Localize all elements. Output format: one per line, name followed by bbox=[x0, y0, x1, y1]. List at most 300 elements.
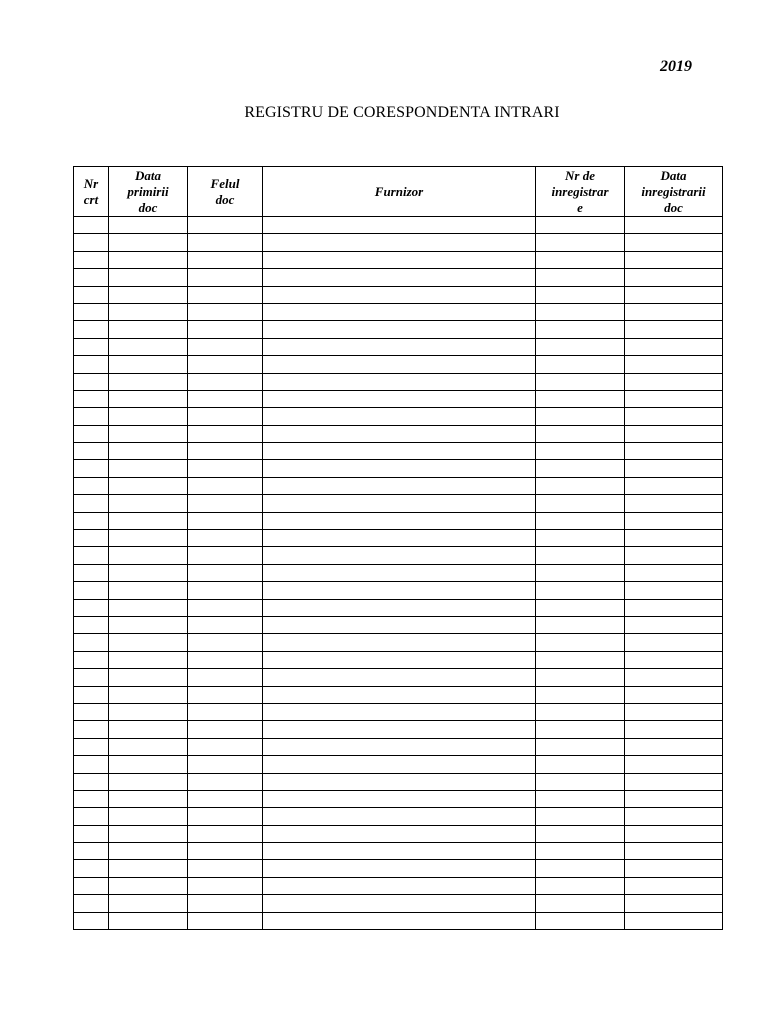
table-cell-felul bbox=[188, 303, 263, 320]
table-cell-data_inreg bbox=[625, 738, 723, 755]
table-cell-nr_inreg bbox=[536, 460, 625, 477]
table-cell-nr bbox=[74, 825, 109, 842]
table-row bbox=[74, 721, 723, 738]
table-cell-felul bbox=[188, 582, 263, 599]
table-cell-data_primirii bbox=[109, 651, 188, 668]
table-row bbox=[74, 495, 723, 512]
table-cell-felul bbox=[188, 234, 263, 251]
table-cell-nr bbox=[74, 738, 109, 755]
table-cell-data_inreg bbox=[625, 373, 723, 390]
table-row bbox=[74, 477, 723, 494]
table-cell-felul bbox=[188, 321, 263, 338]
table-cell-nr bbox=[74, 425, 109, 442]
table-cell-felul bbox=[188, 530, 263, 547]
header-line: Felul bbox=[210, 175, 240, 191]
table-cell-nr bbox=[74, 321, 109, 338]
table-cell-data_primirii bbox=[109, 773, 188, 790]
table-cell-furnizor bbox=[263, 356, 536, 373]
table-cell-data_primirii bbox=[109, 373, 188, 390]
table-cell-felul bbox=[188, 477, 263, 494]
table-cell-nr bbox=[74, 582, 109, 599]
table-row bbox=[74, 686, 723, 703]
table-cell-nr bbox=[74, 669, 109, 686]
table-cell-data_primirii bbox=[109, 477, 188, 494]
table-cell-data_inreg bbox=[625, 895, 723, 912]
table-cell-nr bbox=[74, 512, 109, 529]
table-cell-data_primirii bbox=[109, 356, 188, 373]
table-cell-data_primirii bbox=[109, 843, 188, 860]
table-cell-felul bbox=[188, 356, 263, 373]
table-cell-data_inreg bbox=[625, 390, 723, 407]
table-cell-nr bbox=[74, 373, 109, 390]
table-row bbox=[74, 338, 723, 355]
table-cell-data_primirii bbox=[109, 321, 188, 338]
table-cell-furnizor bbox=[263, 321, 536, 338]
table-cell-nr_inreg bbox=[536, 390, 625, 407]
table-cell-furnizor bbox=[263, 895, 536, 912]
table-cell-data_inreg bbox=[625, 808, 723, 825]
table-row bbox=[74, 912, 723, 929]
table-cell-data_inreg bbox=[625, 477, 723, 494]
table-cell-felul bbox=[188, 738, 263, 755]
table-cell-furnizor bbox=[263, 651, 536, 668]
table-cell-data_primirii bbox=[109, 703, 188, 720]
table-cell-furnizor bbox=[263, 512, 536, 529]
table-row bbox=[74, 547, 723, 564]
table-cell-furnizor bbox=[263, 303, 536, 320]
table-cell-furnizor bbox=[263, 217, 536, 234]
table-cell-nr_inreg bbox=[536, 825, 625, 842]
table-cell-felul bbox=[188, 564, 263, 581]
column-header-data-inregistrarii bbox=[625, 167, 723, 217]
table-cell-furnizor bbox=[263, 808, 536, 825]
table-cell-data_primirii bbox=[109, 408, 188, 425]
table-cell-data_inreg bbox=[625, 582, 723, 599]
table-cell-nr_inreg bbox=[536, 877, 625, 894]
table-cell-felul bbox=[188, 338, 263, 355]
column-header-nr-inregistrare bbox=[536, 167, 625, 217]
table-cell-nr bbox=[74, 877, 109, 894]
table-cell-data_primirii bbox=[109, 790, 188, 807]
table-row bbox=[74, 877, 723, 894]
table-cell-nr_inreg bbox=[536, 269, 625, 286]
table-cell-data_primirii bbox=[109, 599, 188, 616]
table-row bbox=[74, 738, 723, 755]
table-row bbox=[74, 530, 723, 547]
table-cell-nr bbox=[74, 338, 109, 355]
table-cell-data_inreg bbox=[625, 686, 723, 703]
table-cell-nr_inreg bbox=[536, 703, 625, 720]
table-cell-furnizor bbox=[263, 703, 536, 720]
table-cell-data_primirii bbox=[109, 512, 188, 529]
table-cell-data_inreg bbox=[625, 773, 723, 790]
table-cell-nr_inreg bbox=[536, 425, 625, 442]
table-cell-felul bbox=[188, 495, 263, 512]
table-cell-felul bbox=[188, 912, 263, 929]
table-cell-felul bbox=[188, 634, 263, 651]
table-cell-furnizor bbox=[263, 408, 536, 425]
table-cell-furnizor bbox=[263, 443, 536, 460]
table-cell-nr_inreg bbox=[536, 843, 625, 860]
table-cell-nr_inreg bbox=[536, 895, 625, 912]
table-cell-nr bbox=[74, 217, 109, 234]
table-cell-nr bbox=[74, 721, 109, 738]
table-cell-data_inreg bbox=[625, 321, 723, 338]
table-cell-nr_inreg bbox=[536, 234, 625, 251]
table-cell-nr_inreg bbox=[536, 512, 625, 529]
table-cell-data_inreg bbox=[625, 425, 723, 442]
table-cell-data_inreg bbox=[625, 616, 723, 633]
table-cell-felul bbox=[188, 251, 263, 268]
table-row bbox=[74, 408, 723, 425]
table-cell-nr bbox=[74, 895, 109, 912]
table-cell-data_inreg bbox=[625, 460, 723, 477]
table-cell-nr_inreg bbox=[536, 408, 625, 425]
table-cell-data_inreg bbox=[625, 338, 723, 355]
header-line: Furnizor bbox=[374, 183, 424, 199]
table-cell-felul bbox=[188, 616, 263, 633]
table-cell-nr bbox=[74, 564, 109, 581]
table-cell-data_inreg bbox=[625, 790, 723, 807]
table-cell-nr_inreg bbox=[536, 286, 625, 303]
table-row bbox=[74, 790, 723, 807]
table-cell-data_primirii bbox=[109, 443, 188, 460]
table-cell-data_inreg bbox=[625, 512, 723, 529]
register-table bbox=[73, 166, 723, 930]
table-cell-data_primirii bbox=[109, 564, 188, 581]
table-cell-data_primirii bbox=[109, 738, 188, 755]
table-row bbox=[74, 669, 723, 686]
table-cell-data_inreg bbox=[625, 217, 723, 234]
table-cell-data_inreg bbox=[625, 530, 723, 547]
table-cell-nr bbox=[74, 634, 109, 651]
table-row bbox=[74, 251, 723, 268]
column-header-felul-doc bbox=[188, 167, 263, 217]
table-row bbox=[74, 512, 723, 529]
table-cell-data_inreg bbox=[625, 356, 723, 373]
table-cell-nr bbox=[74, 530, 109, 547]
table-cell-felul bbox=[188, 773, 263, 790]
table-cell-data_primirii bbox=[109, 721, 188, 738]
table-header-row bbox=[74, 167, 723, 217]
table-cell-data_primirii bbox=[109, 895, 188, 912]
table-cell-nr bbox=[74, 234, 109, 251]
table-cell-nr bbox=[74, 408, 109, 425]
table-cell-data_primirii bbox=[109, 756, 188, 773]
table-cell-nr bbox=[74, 495, 109, 512]
table-cell-felul bbox=[188, 547, 263, 564]
table-row bbox=[74, 217, 723, 234]
table-cell-nr bbox=[74, 390, 109, 407]
table-cell-felul bbox=[188, 895, 263, 912]
table-cell-nr_inreg bbox=[536, 721, 625, 738]
table-cell-furnizor bbox=[263, 477, 536, 494]
column-header-furnizor bbox=[263, 167, 536, 217]
header-line: Nr de bbox=[565, 167, 595, 183]
table-cell-furnizor bbox=[263, 425, 536, 442]
table-cell-nr_inreg bbox=[536, 477, 625, 494]
column-header-data-primirii bbox=[109, 167, 188, 217]
table-cell-furnizor bbox=[263, 790, 536, 807]
table-cell-nr bbox=[74, 251, 109, 268]
table-cell-nr_inreg bbox=[536, 303, 625, 320]
table-cell-data_inreg bbox=[625, 303, 723, 320]
document-title: REGISTRU DE CORESPONDENTA INTRARI bbox=[244, 104, 560, 121]
table-cell-nr bbox=[74, 616, 109, 633]
table-cell-data_inreg bbox=[625, 408, 723, 425]
table-cell-nr_inreg bbox=[536, 547, 625, 564]
table-row bbox=[74, 634, 723, 651]
header-line: Data bbox=[135, 167, 161, 183]
table-cell-nr_inreg bbox=[536, 686, 625, 703]
table-cell-data_primirii bbox=[109, 217, 188, 234]
table-cell-data_inreg bbox=[625, 234, 723, 251]
table-cell-furnizor bbox=[263, 582, 536, 599]
table-cell-nr bbox=[74, 860, 109, 877]
table-row bbox=[74, 321, 723, 338]
table-cell-felul bbox=[188, 721, 263, 738]
header-line: Data bbox=[660, 167, 687, 183]
table-cell-nr bbox=[74, 756, 109, 773]
table-row bbox=[74, 269, 723, 286]
table-cell-felul bbox=[188, 703, 263, 720]
table-cell-nr_inreg bbox=[536, 808, 625, 825]
table-cell-data_primirii bbox=[109, 634, 188, 651]
table-cell-data_inreg bbox=[625, 860, 723, 877]
table-cell-felul bbox=[188, 425, 263, 442]
register-body bbox=[74, 217, 723, 930]
table-cell-felul bbox=[188, 825, 263, 842]
table-cell-data_primirii bbox=[109, 582, 188, 599]
table-cell-data_primirii bbox=[109, 338, 188, 355]
table-row bbox=[74, 443, 723, 460]
table-cell-data_inreg bbox=[625, 443, 723, 460]
table-cell-felul bbox=[188, 651, 263, 668]
table-cell-data_inreg bbox=[625, 721, 723, 738]
table-row bbox=[74, 756, 723, 773]
table-cell-data_inreg bbox=[625, 286, 723, 303]
table-cell-felul bbox=[188, 373, 263, 390]
table-cell-furnizor bbox=[263, 338, 536, 355]
table-row bbox=[74, 825, 723, 842]
table-cell-nr bbox=[74, 303, 109, 320]
table-cell-furnizor bbox=[263, 286, 536, 303]
table-cell-nr_inreg bbox=[536, 582, 625, 599]
table-cell-felul bbox=[188, 443, 263, 460]
header-line: crt bbox=[83, 191, 99, 207]
table-cell-furnizor bbox=[263, 843, 536, 860]
table-cell-furnizor bbox=[263, 756, 536, 773]
table-cell-nr bbox=[74, 773, 109, 790]
table-row bbox=[74, 564, 723, 581]
table-cell-nr_inreg bbox=[536, 564, 625, 581]
table-cell-data_inreg bbox=[625, 669, 723, 686]
table-cell-nr_inreg bbox=[536, 443, 625, 460]
table-cell-data_inreg bbox=[625, 599, 723, 616]
table-cell-nr bbox=[74, 547, 109, 564]
table-row bbox=[74, 651, 723, 668]
header-line: inregistrar bbox=[551, 183, 609, 199]
table-cell-felul bbox=[188, 512, 263, 529]
table-cell-furnizor bbox=[263, 686, 536, 703]
table-cell-nr_inreg bbox=[536, 756, 625, 773]
table-cell-nr_inreg bbox=[536, 217, 625, 234]
table-cell-nr bbox=[74, 651, 109, 668]
table-cell-data_inreg bbox=[625, 877, 723, 894]
table-cell-furnizor bbox=[263, 269, 536, 286]
header-line: e bbox=[577, 199, 583, 215]
table-cell-data_inreg bbox=[625, 251, 723, 268]
table-cell-nr_inreg bbox=[536, 338, 625, 355]
table-row bbox=[74, 860, 723, 877]
table-cell-data_primirii bbox=[109, 425, 188, 442]
table-cell-nr bbox=[74, 703, 109, 720]
table-cell-furnizor bbox=[263, 564, 536, 581]
table-cell-data_primirii bbox=[109, 808, 188, 825]
table-cell-nr_inreg bbox=[536, 495, 625, 512]
table-cell-nr_inreg bbox=[536, 634, 625, 651]
table-cell-nr_inreg bbox=[536, 321, 625, 338]
table-cell-data_primirii bbox=[109, 269, 188, 286]
table-row bbox=[74, 582, 723, 599]
header-line: doc bbox=[138, 199, 158, 215]
table-cell-furnizor bbox=[263, 599, 536, 616]
table-row bbox=[74, 286, 723, 303]
table-cell-nr bbox=[74, 912, 109, 929]
table-row bbox=[74, 808, 723, 825]
table-cell-furnizor bbox=[263, 390, 536, 407]
table-cell-nr bbox=[74, 599, 109, 616]
table-row bbox=[74, 616, 723, 633]
table-cell-furnizor bbox=[263, 530, 536, 547]
table-cell-data_primirii bbox=[109, 686, 188, 703]
table-cell-nr_inreg bbox=[536, 373, 625, 390]
table-cell-furnizor bbox=[263, 616, 536, 633]
table-cell-data_primirii bbox=[109, 234, 188, 251]
table-cell-data_primirii bbox=[109, 912, 188, 929]
table-row bbox=[74, 373, 723, 390]
table-cell-furnizor bbox=[263, 634, 536, 651]
table-cell-nr bbox=[74, 443, 109, 460]
column-header-nr-crt bbox=[74, 167, 109, 217]
table-cell-data_primirii bbox=[109, 825, 188, 842]
table-cell-data_primirii bbox=[109, 547, 188, 564]
table-cell-furnizor bbox=[263, 460, 536, 477]
table-cell-felul bbox=[188, 669, 263, 686]
header-line: primirii bbox=[127, 183, 169, 199]
table-cell-furnizor bbox=[263, 877, 536, 894]
table-row bbox=[74, 425, 723, 442]
table-cell-felul bbox=[188, 269, 263, 286]
table-cell-data_primirii bbox=[109, 877, 188, 894]
table-cell-data_primirii bbox=[109, 390, 188, 407]
table-cell-furnizor bbox=[263, 547, 536, 564]
table-cell-furnizor bbox=[263, 773, 536, 790]
table-row bbox=[74, 390, 723, 407]
table-row bbox=[74, 303, 723, 320]
table-cell-nr bbox=[74, 460, 109, 477]
table-cell-data_inreg bbox=[625, 703, 723, 720]
table-row bbox=[74, 234, 723, 251]
table-row bbox=[74, 356, 723, 373]
table-cell-data_primirii bbox=[109, 251, 188, 268]
table-cell-data_inreg bbox=[625, 634, 723, 651]
table-cell-felul bbox=[188, 217, 263, 234]
table-cell-felul bbox=[188, 808, 263, 825]
table-cell-felul bbox=[188, 408, 263, 425]
table-cell-felul bbox=[188, 756, 263, 773]
table-cell-data_primirii bbox=[109, 860, 188, 877]
table-cell-furnizor bbox=[263, 721, 536, 738]
table-cell-nr bbox=[74, 808, 109, 825]
table-cell-nr_inreg bbox=[536, 356, 625, 373]
table-cell-felul bbox=[188, 843, 263, 860]
table-cell-nr bbox=[74, 843, 109, 860]
table-cell-felul bbox=[188, 460, 263, 477]
table-cell-data_primirii bbox=[109, 303, 188, 320]
table-cell-furnizor bbox=[263, 825, 536, 842]
table-cell-nr_inreg bbox=[536, 616, 625, 633]
table-cell-data_inreg bbox=[625, 269, 723, 286]
table-cell-data_inreg bbox=[625, 547, 723, 564]
table-cell-data_inreg bbox=[625, 825, 723, 842]
table-cell-felul bbox=[188, 686, 263, 703]
table-cell-nr_inreg bbox=[536, 530, 625, 547]
table-cell-furnizor bbox=[263, 373, 536, 390]
table-cell-data_inreg bbox=[625, 564, 723, 581]
table-cell-data_primirii bbox=[109, 495, 188, 512]
table-cell-nr_inreg bbox=[536, 669, 625, 686]
table-cell-nr_inreg bbox=[536, 773, 625, 790]
table-cell-data_primirii bbox=[109, 460, 188, 477]
header-line: doc bbox=[664, 199, 683, 215]
table-cell-nr_inreg bbox=[536, 738, 625, 755]
table-cell-nr bbox=[74, 356, 109, 373]
table-cell-data_primirii bbox=[109, 286, 188, 303]
table-cell-nr bbox=[74, 269, 109, 286]
table-cell-furnizor bbox=[263, 234, 536, 251]
table-cell-felul bbox=[188, 877, 263, 894]
table-cell-nr_inreg bbox=[536, 251, 625, 268]
table-row bbox=[74, 599, 723, 616]
table-cell-felul bbox=[188, 790, 263, 807]
table-cell-felul bbox=[188, 390, 263, 407]
table-cell-data_inreg bbox=[625, 912, 723, 929]
table-row bbox=[74, 460, 723, 477]
table-cell-nr_inreg bbox=[536, 790, 625, 807]
table-cell-nr_inreg bbox=[536, 860, 625, 877]
document-year: 2019 bbox=[660, 58, 692, 75]
table-cell-data_inreg bbox=[625, 495, 723, 512]
table-cell-data_inreg bbox=[625, 756, 723, 773]
table-cell-data_primirii bbox=[109, 669, 188, 686]
table-row bbox=[74, 773, 723, 790]
table-cell-nr bbox=[74, 286, 109, 303]
table-cell-nr_inreg bbox=[536, 651, 625, 668]
table-row bbox=[74, 895, 723, 912]
table-cell-data_primirii bbox=[109, 616, 188, 633]
header-line: doc bbox=[215, 191, 235, 207]
table-cell-furnizor bbox=[263, 669, 536, 686]
table-cell-nr bbox=[74, 686, 109, 703]
table-cell-nr_inreg bbox=[536, 599, 625, 616]
table-cell-nr bbox=[74, 790, 109, 807]
table-cell-data_inreg bbox=[625, 843, 723, 860]
table-cell-furnizor bbox=[263, 251, 536, 268]
table-row bbox=[74, 843, 723, 860]
table-cell-furnizor bbox=[263, 860, 536, 877]
header-line: inregistrarii bbox=[641, 183, 706, 199]
